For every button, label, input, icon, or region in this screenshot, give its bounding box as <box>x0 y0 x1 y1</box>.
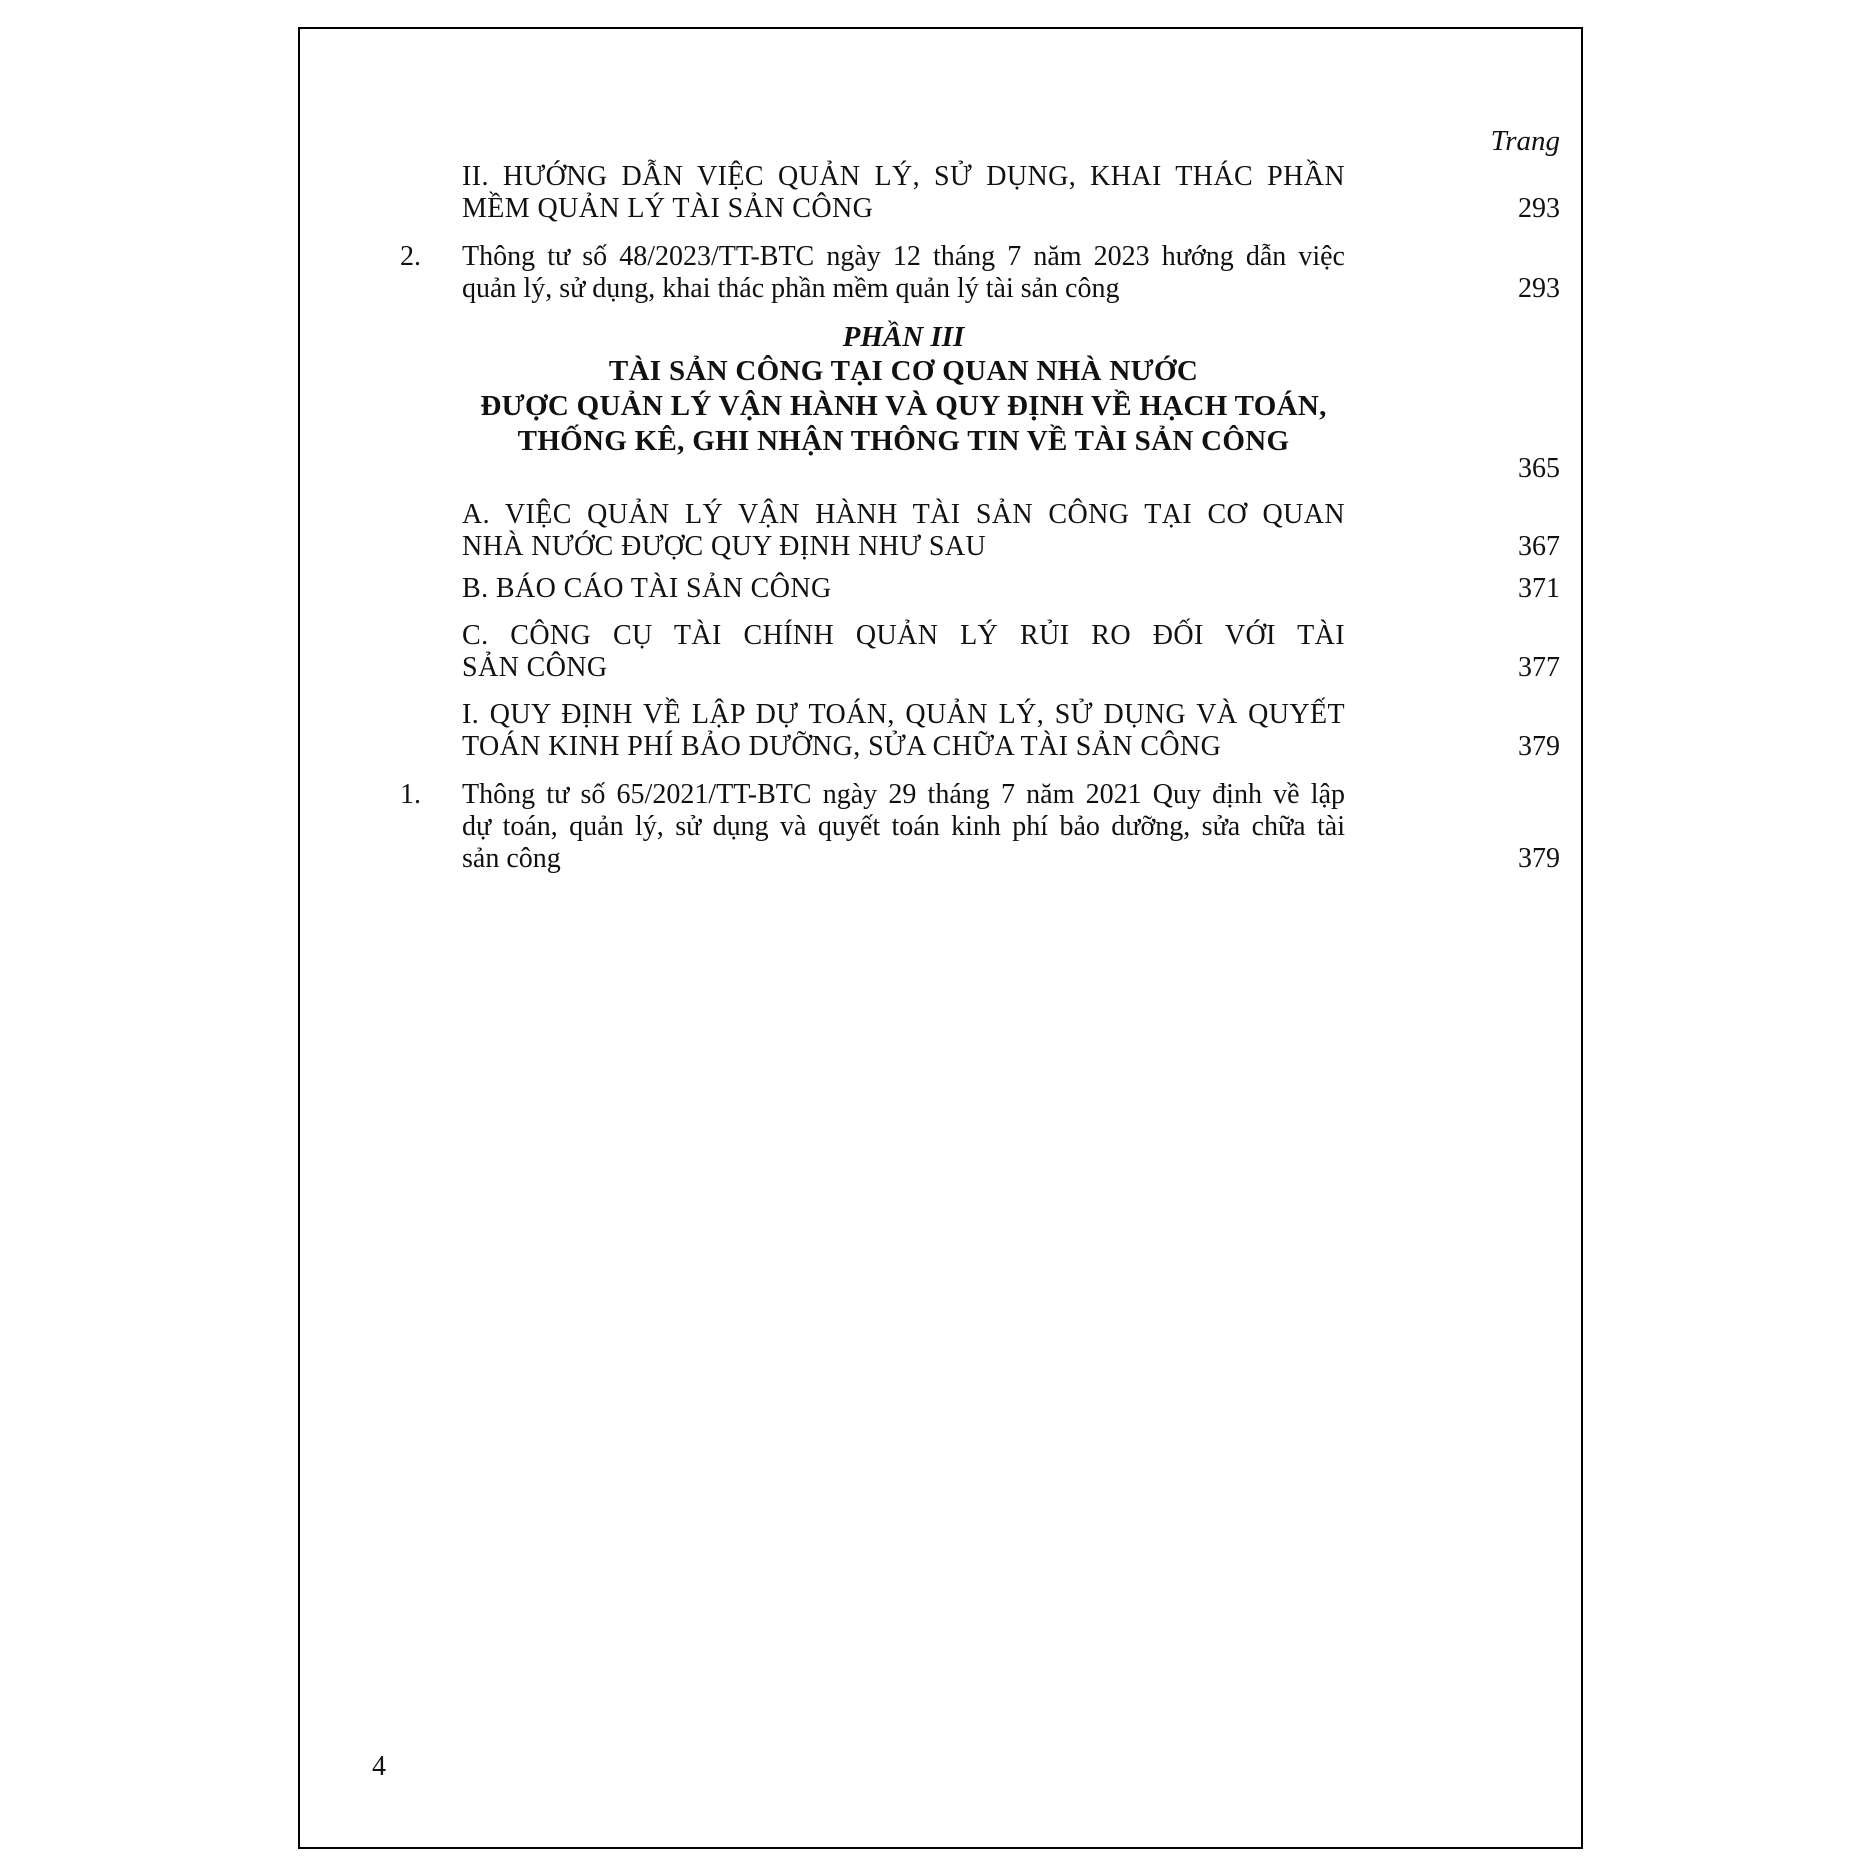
toc-page-number: 367 <box>1518 531 1560 562</box>
page-column-header: Trang <box>1490 125 1560 157</box>
page-folio: 4 <box>372 1751 386 1782</box>
toc-entry-text <box>462 241 1345 305</box>
toc-entry-text <box>462 161 1345 225</box>
toc-entry-line: NHÀ NƯỚC ĐƯỢC QUY ĐỊNH NHƯ SAU <box>462 531 987 562</box>
toc-entry-line: A. VIỆC QUẢN LÝ VẬN HÀNH TÀI SẢN CÔNG TẠI CƠ QUAN <box>462 499 1345 530</box>
toc-entry-line: quản lý, sử dụng, khai thác phần mềm quản lý tài sản công <box>462 273 1120 304</box>
toc-entry-text <box>462 499 1345 563</box>
toc-entry-text <box>462 779 1345 875</box>
toc-entry-number: 2. <box>400 241 421 272</box>
toc-page-number: 379 <box>1518 731 1560 762</box>
toc-entry-line: MỀM QUẢN LÝ TÀI SẢN CÔNG <box>462 193 874 224</box>
toc-entry-line: I. QUY ĐỊNH VỀ LẬP DỰ TOÁN, QUẢN LÝ, SỬ DỤNG VÀ QUYẾT <box>462 699 1345 730</box>
toc-entry-line: II. HƯỚNG DẪN VIỆC QUẢN LÝ, SỬ DỤNG, KHAI THÁC PHẦN <box>462 161 1345 192</box>
toc-page-number: 379 <box>1518 843 1560 874</box>
toc-page-number: 371 <box>1518 573 1560 604</box>
part-title-line: ĐƯỢC QUẢN LÝ VẬN HÀNH VÀ QUY ĐỊNH VỀ HẠCH TOÁN, <box>480 390 1327 422</box>
toc-page-number: 293 <box>1518 273 1560 304</box>
toc-entry-number: 1. <box>400 779 421 810</box>
part-title-line: THỐNG KÊ, GHI NHẬN THÔNG TIN VỀ TÀI SẢN CÔNG <box>517 425 1290 457</box>
toc-entry-line: B. BÁO CÁO TÀI SẢN CÔNG <box>462 573 832 604</box>
toc-entry-line: Thông tư số 48/2023/TT-BTC ngày 12 tháng 7 năm 2023 hướng dẫn việc <box>462 241 1345 272</box>
toc-page-number: 365 <box>1518 453 1560 484</box>
toc-entry-line: TOÁN KINH PHÍ BẢO DƯỠNG, SỬA CHỮA TÀI SẢN CÔNG <box>462 731 1222 762</box>
part-label: PHẦN III <box>842 321 965 353</box>
toc-entry-text <box>462 699 1345 763</box>
toc-entry-line: SẢN CÔNG <box>462 652 608 683</box>
toc-entry-text <box>462 573 1345 605</box>
part-title-line: TÀI SẢN CÔNG TẠI CƠ QUAN NHÀ NƯỚC <box>608 355 1199 387</box>
toc-entry-line: dự toán, quản lý, sử dụng và quyết toán kinh phí bảo dưỡng, sửa chữa tài <box>462 811 1345 842</box>
document-page <box>298 27 1583 1849</box>
toc-page-number: 377 <box>1518 652 1560 683</box>
part-heading <box>462 320 1345 459</box>
toc-entry-line: C. CÔNG CỤ TÀI CHÍNH QUẢN LÝ RỦI RO ĐỐI VỚI TÀI <box>462 620 1345 651</box>
toc-entry-line: Thông tư số 65/2021/TT-BTC ngày 29 tháng 7 năm 2021 Quy định về lập <box>462 779 1345 810</box>
toc-page-number: 293 <box>1518 193 1560 224</box>
toc-entry-text <box>462 620 1345 684</box>
toc-entry-line: sản công <box>462 843 561 874</box>
